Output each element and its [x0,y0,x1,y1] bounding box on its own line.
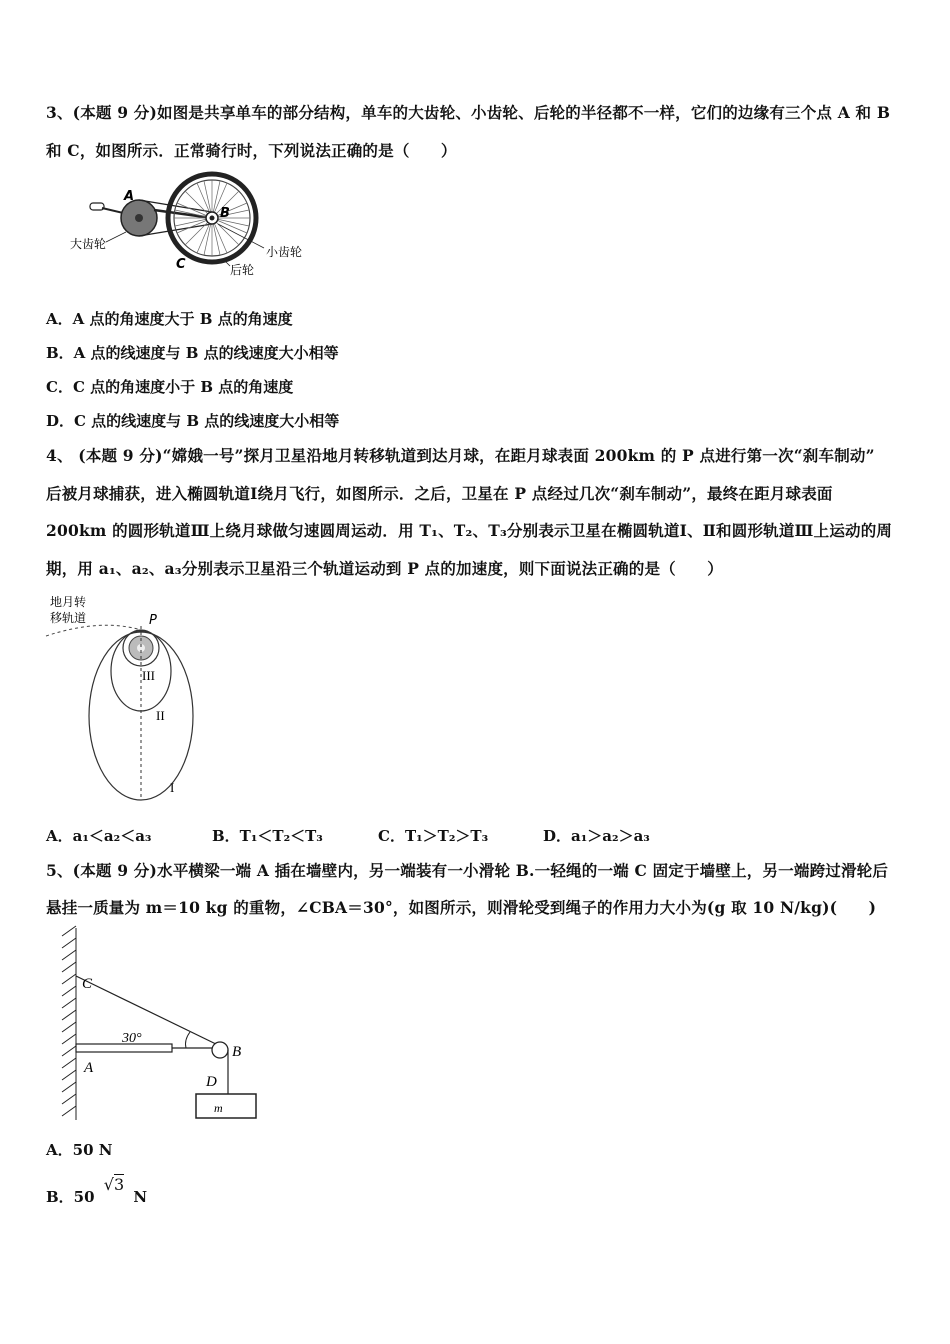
q3-stem-line2: 和 C，如图所示．正常骑行时，下列说法正确的是（ ） [46,141,457,160]
q4-stem-line3: 200km 的圆形轨道Ⅲ上绕月球做匀速圆周运动．用 T₁、T₂、T₃分别表示卫星在椭圆轨道Ⅰ、Ⅱ和圆形轨道Ⅲ上运动的周 [46,521,893,540]
orbit-2-label: II [156,708,165,723]
angle-arc [186,1032,191,1048]
big-gear-axle [135,214,143,222]
label-a: A [124,189,135,204]
mass-label: m [214,1101,223,1115]
q4-option-c[interactable]: C．T₁＞T₂＞T₃ [378,827,489,845]
q5-option-b-unit: N [133,1188,148,1206]
point-p-label: P [149,613,157,628]
orbit-3-label: III [142,668,155,683]
q4-option-d[interactable]: D．a₁＞a₂＞a₃ [543,827,650,845]
big-gear-leader [106,232,126,242]
q5-option-a[interactable]: A．50 N [46,1141,113,1159]
angle-label: 30° [122,1031,142,1046]
sqrt-expression [104,1175,124,1194]
transfer-orbit-path [46,625,141,636]
q5-stem-line2: 悬挂一质量为 m＝10 kg 的重物，∠CBA＝30°，如图所示，则滑轮受到绳子的作用力大小为(g 取 10 N/kg)( ) [46,898,877,917]
big-gear-label: 大齿轮 [70,237,107,251]
bicycle-gear-figure [70,170,324,282]
q5-option-b[interactable] [46,1175,148,1207]
label-c: C [176,257,186,272]
mass-block [196,1094,256,1118]
q5-option-b-prefix: B．50 [46,1188,95,1206]
q3-option-c[interactable]: C．C 点的角速度小于 B 点的角速度 [46,378,294,396]
label-b: B [220,206,230,221]
sqrt-radicand: 3 [114,1175,125,1194]
pulley-figure [58,926,268,1122]
q3-option-b[interactable]: B．A 点的线速度与 B 点的线速度大小相等 [46,344,339,362]
q3-option-d[interactable]: D．C 点的线速度与 B 点的线速度大小相等 [46,412,340,430]
lunar-orbit-figure [46,590,206,805]
small-gear-label: 小齿轮 [266,245,303,259]
q4-option-b[interactable]: B．T₁＜T₂＜T₃ [212,827,323,845]
q3-stem-line1: 3、(本题 9 分)如图是共享单车的部分结构，单车的大齿轮、小齿轮、后轮的半径都不一样，它们的边缘有三个点 A 和 B [46,103,891,122]
orbit-1-label: I [170,780,175,795]
label-d: D [206,1074,217,1090]
q5-stem-line1: 5、(本题 9 分)水平横梁一端 A 插在墙壁内，另一端装有一小滑轮 B.一轻绳的一端 C 固定于墙壁上，另一端跨过滑轮后 [46,861,889,880]
pulley-icon [212,1042,228,1058]
rear-wheel-label: 后轮 [230,263,255,277]
q4-option-a[interactable]: A．a₁＜a₂＜a₃ [46,827,152,845]
q4-stem-line1: 4、 (本题 9 分)“嫦娥一号”探月卫星沿地月转移轨道到达月球，在距月球表面 200km 的 P 点进行第一次“刹车制动” [46,446,875,465]
q4-stem-line4: 期，用 a₁、a₂、a₃分别表示卫星沿三个轨道运动到 P 点的加速度，则下面说法正确的是（ ） [46,559,723,578]
label-b: B [232,1044,242,1060]
small-gear-axle [210,216,215,221]
label-c: C [82,976,93,992]
label-a: A [84,1060,94,1076]
sqrt-sign: √ [103,1175,114,1194]
rope-cb [76,976,220,1046]
transfer-label-1: 地月转 [50,595,87,609]
transfer-label-2: 移轨道 [50,611,87,625]
q4-stem-line2: 后被月球捕获，进入椭圆轨道Ⅰ绕月飞行，如图所示．之后，卫星在 P 点经过几次“刹车制动”，最终在距月球表面 [46,484,833,503]
q3-option-a[interactable]: A．A 点的角速度大于 B 点的角速度 [46,310,293,328]
